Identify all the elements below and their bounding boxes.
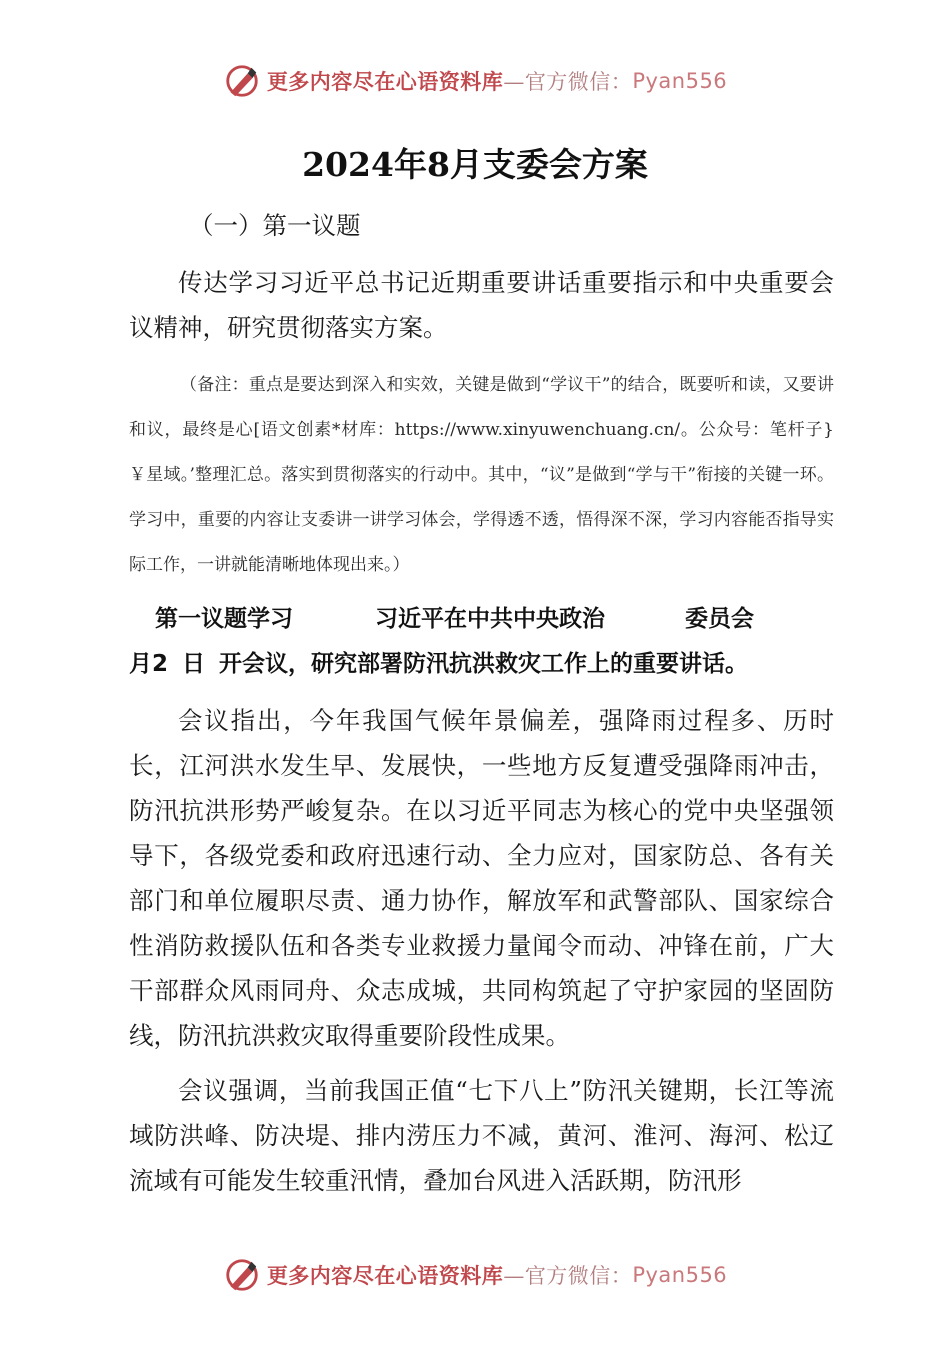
watermark-separator-text: —官方微信： — [503, 70, 633, 94]
topic-heading-part: 月2 — [129, 651, 169, 677]
topic-heading-line-1 — [129, 597, 834, 642]
topic-heading-part: 日 — [182, 651, 206, 677]
watermark-wechat-id: Pyan556 — [632, 1263, 728, 1287]
topic-heading-line-2 — [129, 642, 834, 687]
watermark-main-text: 更多内容尽在心语资料库 — [266, 69, 504, 94]
header-watermark — [0, 56, 950, 106]
topic-heading — [129, 597, 834, 687]
note-paragraph: （备注：重点是要达到深入和实效，关键是做到“学议干”的结合，既要听和读，又要讲和议，最终是心[语文创素*材库：https://www.xinyuwenchuang.cn/。公众号：笔杆子}￥星域。’整理汇总。落实到贯彻落实的行动中。其中，“议”是做到“学与干”衔接的关键一环。学习中，重要的内容让支委讲一讲学习体会，学得透不透，悟得深不深，学习内容能否指导实际工作，一讲就能清晰地体现出来。） — [129, 375, 834, 575]
intro-paragraph: 传达学习习近平总书记近期重要讲话重要指示和中央重要会议精神，研究贯彻落实方案。 — [129, 268, 834, 342]
pen-logo-icon — [223, 62, 261, 100]
topic-heading-part: 委员会 — [685, 606, 754, 632]
section-heading: （一）第一议题 — [189, 211, 361, 240]
footer-watermark — [0, 1250, 950, 1300]
body-paragraph-1: 会议指出，今年我国气候年景偏差，强降雨过程多、历时长，江河洪水发生早、发展快，一些地方反复遭受强降雨冲击，防汛抗洪形势严峻复杂。在以习近平同志为核心的党中央坚强领导下，各级党委和政府迅速行动、全力应对，国家防总、各有关部门和单位履职尽责、通力协作，解放军和武警部队、国家综合性消防救援队伍和各类专业救援力量闻令而动、冲锋在前，广大干部群众风雨同舟、众志成城，共同构筑起了守护家园的坚固防线，防汛抗洪救灾取得重要阶段性成果。 — [129, 706, 834, 1050]
topic-heading-part: 开会议，研究部署防汛抗洪救灾工作上的重要讲话。 — [219, 651, 749, 677]
body-paragraph-2: 会议强调，当前我国正值“七下八上”防汛关键期，长江等流域防洪峰、防决堤、排内涝压力不减，黄河、淮河、海河、松辽流域有可能发生较重汛情，叠加台风进入活跃期，防汛形 — [129, 1076, 834, 1195]
topic-heading-part: 第一议题学习 — [155, 606, 293, 632]
document-title: 2024年8月支委会方案 — [302, 145, 648, 184]
pen-logo-icon — [223, 1256, 261, 1294]
watermark-separator-text: —官方微信： — [503, 1264, 633, 1288]
topic-heading-part: 习近平在中共中央政治 — [375, 606, 605, 632]
watermark-wechat-id: Pyan556 — [632, 69, 728, 93]
watermark-main-text: 更多内容尽在心语资料库 — [266, 1263, 504, 1288]
